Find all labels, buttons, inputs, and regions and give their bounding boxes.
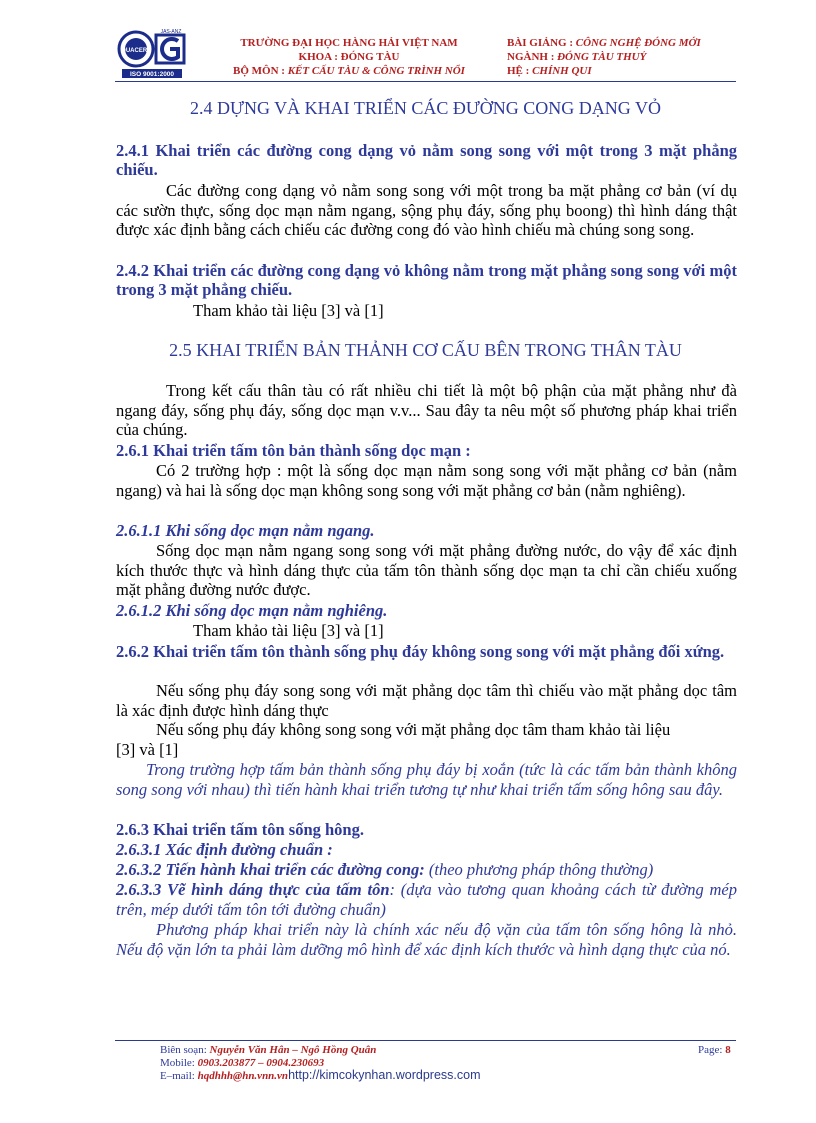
heading-2-6-1-1: 2.6.1.1 Khi sống dọc mạn nằm ngang. — [116, 521, 375, 540]
department-line: BỘ MÔN : KẾT CẤU TÀU & CÔNG TRÌNH NỔI — [233, 65, 465, 77]
footer-contact: E–mail: hqdhhh@hn.vnn.vnhttp://kimcokynhan.wordpress.com — [160, 1068, 481, 1082]
school-name: TRƯỜNG ĐẠI HỌC HÀNG HẢI VIỆT NAM — [240, 37, 458, 49]
paragraph-2-6-1: Có 2 trường hợp : một là sống dọc mạn nằm song song với mặt phẳng cơ bản (nằm ngang) và hai là sống dọc mạn không song song với mặt phẳng cơ bản (nằm nghiêng). — [116, 461, 737, 500]
paragraph-2-6-2a: Nếu sống phụ đáy song song với mặt phẳng dọc tâm thì chiếu vào mặt phẳng dọc tâm là xác định được hình dáng thực — [116, 681, 737, 720]
header-divider — [115, 81, 736, 82]
paragraph-2-6-2c: Trong trường hợp tấm bản thành sống phụ đáy bị xoắn (tức là các tấm bản thành không song song với nhau) thì tiến hành khai triển tương tự như khai triển tấm sống hông sau đây. — [116, 760, 737, 799]
paragraph-2-6-1-1: Sống dọc mạn nằm ngang song song với mặt phẳng đường nước, do vậy để xác định kích thước thực và hình dáng thực của tấm tôn thành sống dọc mạn ta chỉ cần chiếu xuống mặt phẳng đường nước được. — [116, 541, 737, 599]
heading-2-6-3-1: 2.6.3.1 Xác định đường chuẩn : — [116, 840, 333, 859]
section-title-2-5: 2.5 KHAI TRIỂN BẢN THẢNH CƠ CẤU BÊN TRONG THÂN TÀU — [169, 340, 682, 360]
lecture-line: BÀI GIẢNG : CÔNG NGHỆ ĐÓNG MỚI — [507, 37, 701, 49]
heading-2-6-3-2: 2.6.3.2 Tiến hành khai triển các đường cong: (theo phương pháp thông thường) — [116, 860, 654, 879]
paragraph-2-5: Trong kết cấu thân tàu có rất nhiều chi tiết là một bộ phận của mặt phẳng như đà ngang đáy, sống phụ đáy, sống dọc mạn v.v... Sau đây ta nêu một số phương pháp khai triển của chúng. — [116, 381, 737, 439]
heading-2-6-2: 2.6.2 Khai triển tấm tôn thành sống phụ đáy không song song với mặt phẳng đối xứng. — [116, 642, 725, 661]
system-line: HỆ : CHÍNH QUI — [507, 65, 592, 77]
paragraph-2-4-1: Các đường cong dạng vỏ nằm song song với một trong ba mặt phẳng cơ bản (ví dụ các sườn thực, sống dọc mạn nằm ngang, sộng phụ đáy, sống phụ boong) thì hình dáng thật được xác định bằng cách chiếu các đường cong đó vào hình chiếu mà chúng song song. — [116, 181, 737, 239]
footer-divider — [115, 1040, 736, 1041]
heading-2-6-1-2: 2.6.1.2 Khi sống dọc mạn nằm nghiêng. — [116, 601, 388, 620]
heading-2-6-3-3: 2.6.3.3 Vẽ hình dáng thực của tấm tôn: (dựa vào tương quan khoảng cách từ đường mép trên, mép dưới tấm tôn tới đường chuẩn) — [116, 880, 737, 919]
paragraph-final: Phương pháp khai triển này là chính xác nếu độ vặn của tấm tôn sống hông là nhỏ. Nếu độ vặn lớn ta phải làm dưỡng mô hình để xác định kích thước và hình dạng thực của nó. — [116, 920, 737, 959]
heading-2-6-1: 2.6.1 Khai triển tấm tôn bản thành sống dọc mạn : — [116, 441, 471, 460]
footer-author-block — [160, 1044, 580, 1083]
footer-mobile: Mobile: 0903.203877 – 0904.230693 — [160, 1056, 325, 1069]
page-number: Page: 8 — [698, 1044, 731, 1056]
heading-2-4-1: 2.4.1 Khai triển các đường cong dạng vỏ nằm song song với một trong 3 mặt phẳng chiếu. — [116, 141, 737, 179]
quacert-logo — [116, 27, 194, 79]
logo-iso: ISO 9001:2000 — [129, 71, 175, 78]
heading-2-6-3: 2.6.3 Khai triển tấm tôn sống hông. — [116, 820, 364, 839]
header-course — [507, 36, 767, 78]
logo-text: QUACERT — [121, 48, 151, 54]
reference-2: Tham khảo tài liệu [3] và [1] — [193, 621, 384, 640]
paragraph-2-6-2b: Nếu sống phụ đáy không song song với mặt phẳng dọc tâm tham khảo tài liệu [3] và [1] — [116, 720, 671, 759]
section-title-2-4: 2.4 DỰNG VÀ KHAI TRIỂN CÁC ĐƯỜNG CONG DẠNG VỎ — [190, 98, 661, 118]
footer-author: Biên soạn: Nguyễn Văn Hân – Ngô Hồng Quân — [160, 1044, 377, 1056]
header-institution — [214, 36, 484, 78]
faculty-name: KHOA : ĐÓNG TÀU — [298, 51, 400, 63]
heading-2-4-2: 2.4.2 Khai triển các đường cong dạng vỏ không nằm trong mặt phẳng song song với một trong 3 mặt phẳng chiếu. — [116, 261, 737, 299]
website-link[interactable]: http://kimcokynhan.wordpress.com — [288, 1068, 481, 1082]
reference-1: Tham khảo tài liệu [3] và [1] — [193, 301, 384, 320]
major-line: NGÀNH : ĐÓNG TÀU THUỶ — [507, 51, 647, 63]
logo-sub: JAS-ANZ — [160, 29, 182, 35]
